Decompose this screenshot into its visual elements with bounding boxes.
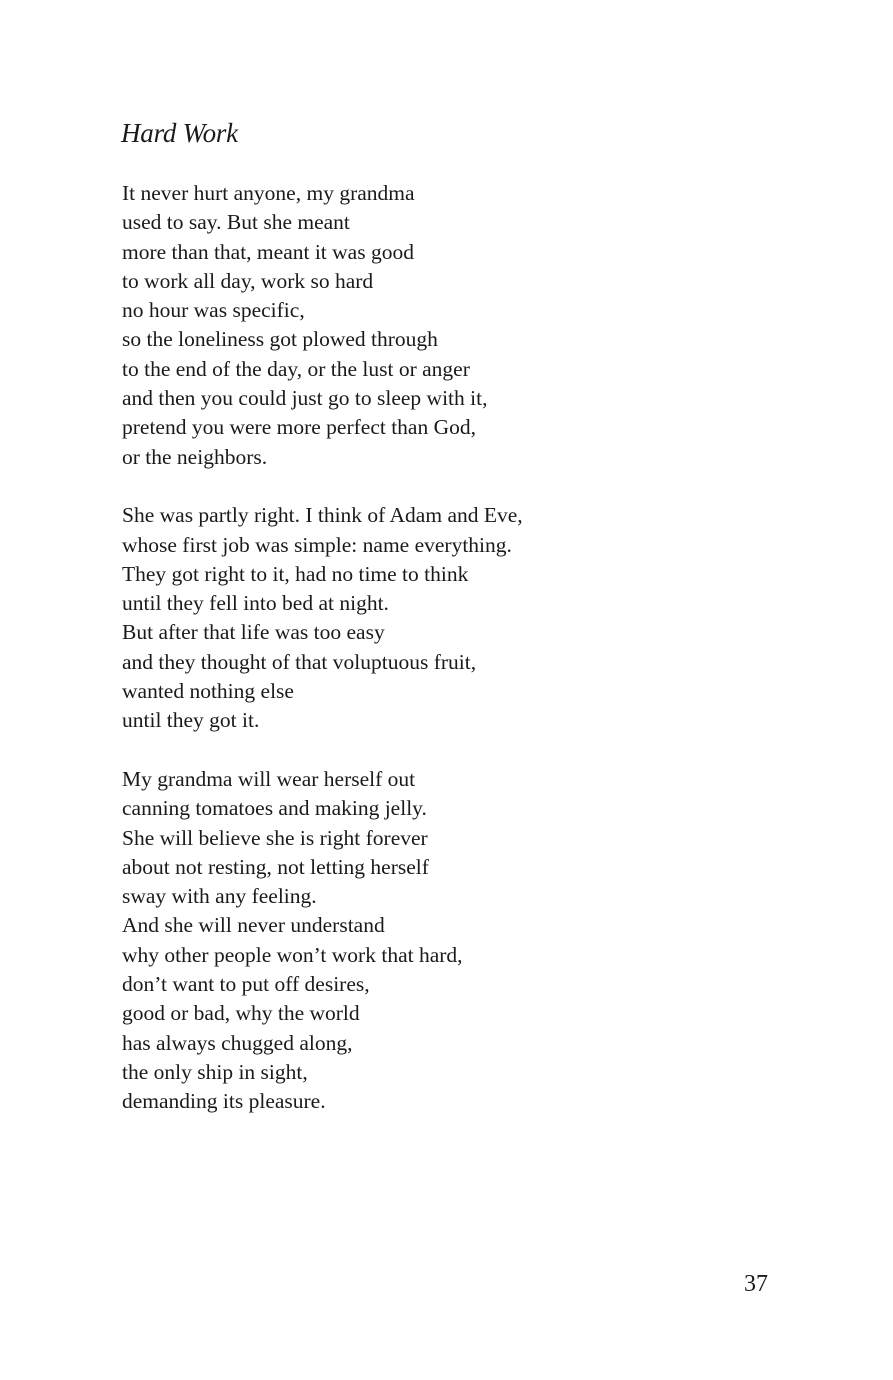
poem-title: Hard Work: [121, 118, 238, 148]
page-number: 37: [744, 1271, 768, 1297]
poem-line: good or bad, why the world: [122, 1001, 360, 1026]
poem-line: It never hurt anyone, my grandma: [122, 181, 415, 205]
poem-line: don’t want to put off desires,: [122, 972, 370, 997]
poem-line: no hour was specific,: [122, 298, 305, 323]
poem-line: so the loneliness got plowed through: [122, 327, 438, 352]
poem-line: She was partly right. I think of Adam and Eve,: [122, 503, 523, 528]
poem-line: and then you could just go to sleep with it,: [122, 386, 488, 411]
poem-line: canning tomatoes and making jelly.: [122, 796, 427, 821]
poem-line: and they thought of that voluptuous fruit,: [122, 649, 477, 674]
poem-line: about not resting, not letting herself: [122, 854, 429, 879]
stanza-1: [122, 179, 523, 472]
poem-body: [122, 179, 523, 1117]
stanza-2: [122, 501, 523, 735]
poem-line: wanted nothing else: [122, 679, 294, 704]
poem-line: They got right to it, had no time to think: [122, 561, 469, 586]
poem-line: to the end of the day, or the lust or anger: [122, 356, 470, 381]
poem-line: more than that, meant it was good: [122, 239, 414, 264]
poem-line: She will believe she is right forever: [122, 825, 428, 850]
poem-line: pretend you were more perfect than God,: [122, 415, 477, 440]
poem-line: sway with any feeling.: [122, 884, 317, 909]
poem-line: why other people won’t work that hard,: [122, 942, 463, 967]
poem-line: whose first job was simple: name everything.: [122, 532, 512, 557]
poem-line: And she will never understand: [122, 913, 385, 938]
poem-line: the only ship in sight,: [122, 1059, 308, 1084]
poem-line: until they got it.: [122, 708, 260, 733]
poem-line: used to say. But she meant: [122, 210, 350, 235]
stanza-3: [122, 765, 523, 1117]
poem-line: But after that life was too easy: [122, 620, 385, 645]
poem-line: until they fell into bed at night.: [122, 591, 389, 616]
poem-line: My grandma will wear herself out: [122, 766, 416, 791]
poem-line: or the neighbors.: [122, 444, 268, 469]
poem-line: has always chugged along,: [122, 1030, 353, 1055]
poem-line: demanding its pleasure.: [122, 1089, 326, 1114]
poem-line: to work all day, work so hard: [122, 268, 374, 293]
